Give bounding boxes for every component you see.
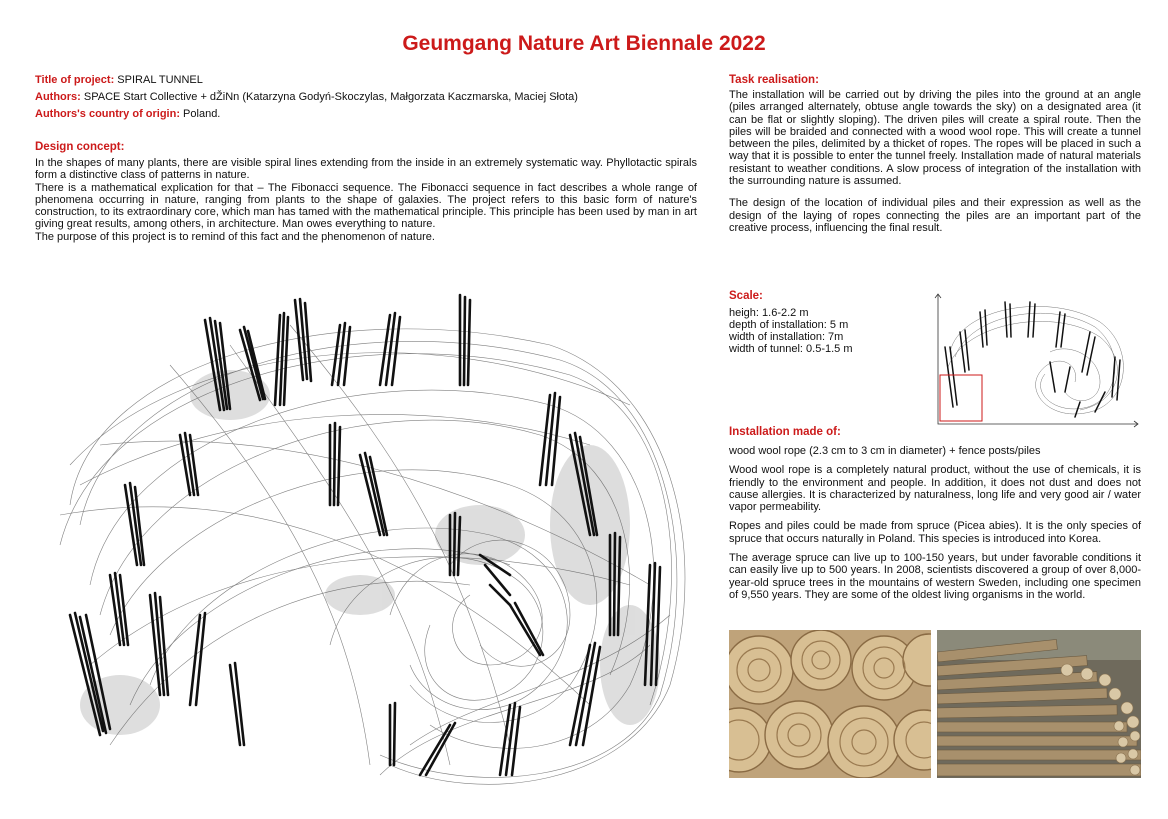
task-realisation-section	[729, 74, 1141, 234]
concept-paragraph: The purpose of this project is to remind of this fact and the phenomenon of nature.	[35, 230, 435, 243]
materials-heading: Installation made of:	[729, 426, 841, 438]
project-title-line	[35, 72, 695, 89]
scale-width: width of installation: 7m	[729, 331, 844, 343]
country-line	[35, 106, 695, 123]
task-heading: Task realisation:	[729, 74, 819, 86]
materials-line: wood wool rope (2.3 cm to 3 cm in diameter) + fence posts/piles	[729, 445, 1041, 457]
scale-section	[729, 290, 929, 355]
design-concept-heading: Design concept:	[35, 141, 125, 153]
materials-paragraph: Ropes and piles could be made from spruce (Picea abies). It is the only species of spruce that occurs naturally in Poland. This species is introduced into Korea.	[729, 520, 1141, 545]
materials-section	[729, 426, 1141, 608]
materials-paragraph: The average spruce can live up to 100-150 years, but under favorable conditions it can easily live up to 500 years. In 2008, scientists discovered a group of over 8,000-year-old spruce trees in the mountains of western Sweden, including one specimen of 9,550 years. They are some of the oldest living organisms in the world.	[729, 552, 1141, 601]
country-label: Authors's country of origin:	[35, 108, 180, 120]
scale-heading: Scale:	[729, 290, 763, 302]
project-title-value: SPIRAL TUNNEL	[114, 74, 203, 86]
task-paragraph: The installation will be carried out by driving the piles into the ground at an angle (piles arranged alternately, obtuse angle towards the sky) on a designated area (it can be flat or slightly sloping). The driven piles will create a spiral route. Then the piles will be braided and connected with a wood wool rope. This will create a tunnel between the piles, delimited by a thicket of ropes. The ropes will be placed in such a way that it is possible to enter the tunnel freely. Installation made of natural materials resistant to weather conditions. A slow process of integration of the installation with the surrounding nature is assumed.	[729, 89, 1141, 188]
concept-paragraph: There is a mathematical explication for that – The Fibonacci sequence. The Fibonacci sequence in fact describes a whole range of phenomena occurring in nature, ranging from plants to the shape of galaxies. The project refers to this basic form of nature's construction, to its extraordinary core, which man has tamed with the mathematical principle. This principle has been used by man in art giving great results, among others, in architecture. Man owes everything to nature.	[35, 181, 697, 231]
authors-line	[35, 89, 695, 106]
page-title: Geumgang Nature Art Biennale 2022	[402, 32, 766, 55]
wood-wool-rope-photo	[729, 630, 931, 778]
project-meta	[35, 72, 695, 123]
spruce-logs-photo	[937, 630, 1141, 778]
scale-plan-sketch	[930, 292, 1142, 432]
country-value: Poland.	[180, 108, 221, 120]
scale-tunnel-width: width of tunnel: 0.5-1.5 m	[729, 343, 853, 355]
project-title-label: Title of project:	[35, 74, 115, 86]
scale-height: heigh: 1.6-2.2 m	[729, 307, 809, 319]
authors-label: Authors:	[35, 91, 81, 103]
authors-value: SPACE Start Collective + dŽiNn (Katarzyna Godyń-Skoczylas, Małgorzata Kaczmarska, Maciej Słota)	[80, 91, 578, 103]
spiral-tunnel-sketch	[30, 285, 702, 800]
scale-depth: depth of installation: 5 m	[729, 319, 849, 331]
task-paragraph: The design of the location of individual piles and their expression as well as the design of the laying of ropes connecting the piles are an important part of the creative process, influencing the final result.	[729, 197, 1141, 234]
concept-paragraph: In the shapes of many plants, there are visible spiral lines extending from the inside in an extremely systematic way. Phyllotactic spirals form a distinctive class of patterns in nature.	[35, 157, 697, 182]
materials-paragraph: Wood wool rope is a completely natural product, without the use of chemicals, it is friendly to the environment and people. In addition, it does not dust and does not cause allergies. It is characterized by naturalness, long life and very good air / water vapor permeability.	[729, 464, 1141, 514]
design-concept-section	[35, 141, 697, 243]
